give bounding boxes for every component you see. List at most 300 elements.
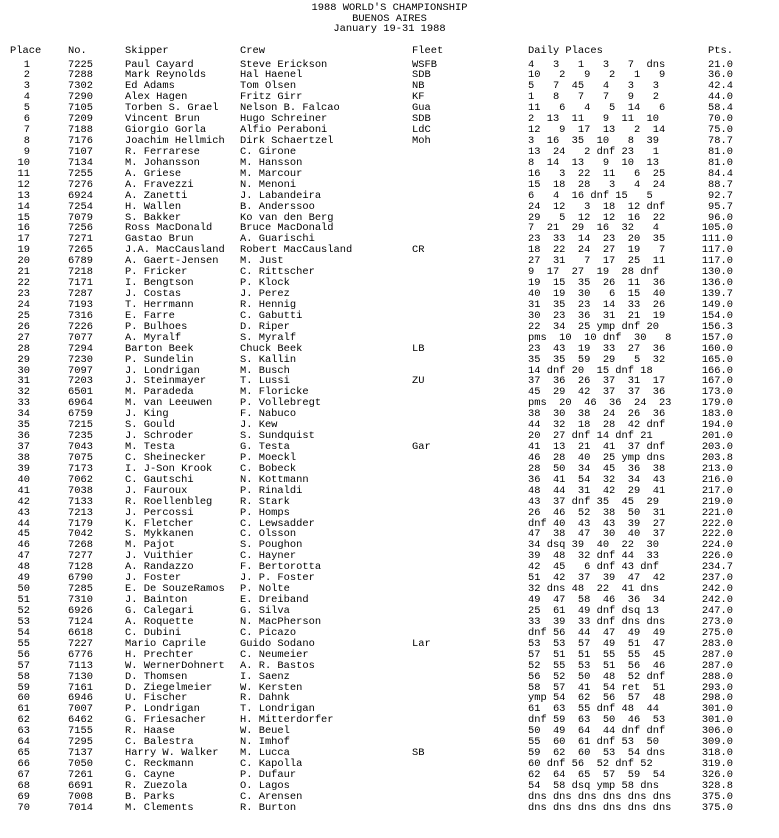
daily-places-cell: 37 36 26 37 31 17: [528, 375, 666, 388]
points-cell: 130.0: [701, 266, 733, 279]
crew-cell: E. Dreiband: [240, 594, 309, 607]
place-cell: 69: [17, 790, 30, 803]
crew-cell: C. Girone: [240, 145, 297, 158]
document-dates: January 19-31 1988: [333, 23, 446, 35]
skipper-cell: H. Prechter: [125, 648, 194, 661]
daily-places-cell: 33 39 33 dnf dns dns: [528, 615, 666, 628]
sail-number-cell: 6946: [68, 692, 93, 705]
daily-places-cell: dnf 56 44 47 49 49: [528, 626, 666, 639]
place-cell: 49: [17, 572, 30, 585]
place-cell: 8: [23, 135, 30, 147]
daily-places-cell: 7 21 29 16 32 4: [528, 222, 659, 235]
daily-places-cell: 62 64 65 57 59 54: [528, 768, 666, 781]
crew-cell: Ko van den Berg: [240, 211, 334, 224]
skipper-cell: P. Londrigan: [125, 703, 200, 716]
points-cell: 105.0: [701, 222, 733, 235]
skipper-cell: D. Thomsen: [125, 670, 188, 683]
sail-number-cell: 7128: [68, 561, 93, 574]
document-title: 1988 WORLD'S CHAMPIONSHIP: [311, 2, 468, 14]
daily-places-cell: dns dns dns dns dns dns: [528, 790, 672, 803]
fleet-cell: KF: [412, 91, 425, 104]
crew-cell: C. Lewsadder: [240, 517, 315, 530]
crew-cell: O. Lagos: [240, 779, 290, 792]
skipper-cell: Gastao Brun: [125, 233, 194, 246]
daily-places-cell: 23 43 19 33 27 36: [528, 342, 666, 355]
skipper-cell: I. J-Son Krook: [125, 462, 213, 475]
crew-cell: M. Busch: [240, 364, 290, 377]
daily-places-cell: 46 28 40 25 ymp dns: [528, 451, 666, 464]
sail-number-cell: 6926: [68, 605, 93, 617]
sail-number-cell: 7256: [68, 222, 93, 235]
skipper-cell: G. Calegari: [125, 605, 194, 617]
skipper-cell: R. Ferrarese: [125, 145, 200, 158]
sail-number-cell: 7137: [68, 747, 93, 760]
crew-cell: C. Neumeier: [240, 648, 309, 661]
daily-places-cell: 54 58 dsq ymp 58 dns: [528, 779, 659, 792]
sail-number-cell: 7277: [68, 550, 93, 563]
points-cell: 78.7: [708, 135, 733, 147]
crew-cell: G. Testa: [240, 441, 290, 454]
place-cell: 19: [17, 244, 30, 257]
sail-number-cell: 7173: [68, 462, 93, 475]
skipper-cell: J. Percossi: [125, 506, 194, 519]
place-cell: 11: [17, 167, 30, 180]
points-cell: 139.7: [701, 288, 733, 301]
sail-number-cell: 7007: [68, 703, 93, 716]
crew-cell: P. Klock: [240, 277, 290, 290]
sail-number-cell: 7062: [68, 473, 93, 486]
crew-cell: Hal Haenel: [240, 69, 303, 82]
skipper-cell: S. Mykkanen: [125, 528, 194, 541]
place-cell: 21: [17, 266, 30, 279]
skipper-cell: K. Fletcher: [125, 517, 194, 530]
daily-places-cell: 16 3 22 11 6 25: [528, 167, 666, 180]
crew-cell: R. Stark: [240, 495, 290, 508]
column-header-skipper: Skipper: [125, 45, 169, 57]
crew-cell: M. Floricke: [240, 386, 309, 399]
points-cell: 21.0: [708, 58, 733, 71]
points-cell: 309.0: [701, 736, 733, 749]
daily-places-cell: 5 7 45 4 3 3: [528, 80, 659, 93]
daily-places-cell: 6 4 16 dnf 15 5: [528, 189, 653, 202]
skipper-cell: Joachim Hellmich: [125, 135, 225, 147]
skipper-cell: S. Gould: [125, 419, 175, 432]
place-cell: 53: [17, 615, 30, 628]
points-cell: 328.8: [701, 779, 733, 792]
points-cell: 173.0: [701, 386, 733, 399]
daily-places-cell: 40 19 30 6 15 40: [528, 288, 666, 301]
crew-cell: C. Olsson: [240, 528, 297, 541]
place-cell: 3: [23, 80, 30, 93]
crew-cell: C. Hayner: [240, 550, 297, 563]
crew-cell: C. Rittscher: [240, 266, 315, 279]
skipper-cell: A. Myralf: [125, 331, 182, 344]
daily-places-cell: 35 35 59 29 5 32: [528, 353, 666, 366]
points-cell: 301.0: [701, 703, 733, 716]
points-cell: 219.0: [701, 495, 733, 508]
daily-places-cell: 10 2 9 2 1 9: [528, 69, 666, 82]
place-cell: 51: [17, 594, 30, 607]
sail-number-cell: 7226: [68, 320, 93, 333]
points-cell: 183.0: [701, 408, 733, 421]
daily-places-cell: 11 6 4 5 14 6: [528, 102, 666, 115]
skipper-cell: A. Roquette: [125, 615, 194, 628]
points-cell: 217.0: [701, 484, 733, 497]
sail-number-cell: 6789: [68, 255, 93, 268]
skipper-cell: J.A. MacCausland: [125, 244, 225, 257]
points-cell: 287.0: [701, 659, 733, 672]
crew-cell: Bruce MacDonald: [240, 222, 334, 235]
points-cell: 242.0: [701, 594, 733, 607]
points-cell: 306.0: [701, 725, 733, 738]
points-cell: 160.0: [701, 342, 733, 355]
daily-places-cell: 44 32 18 28 42 dnf: [528, 419, 666, 432]
daily-places-cell: 56 52 50 48 52 dnf: [528, 670, 666, 683]
points-cell: 283.0: [701, 637, 733, 650]
sail-number-cell: 7014: [68, 801, 93, 814]
crew-cell: N. Menoni: [240, 178, 297, 191]
points-cell: 96.0: [708, 211, 733, 224]
sail-number-cell: 7113: [68, 659, 93, 672]
crew-cell: I. Saenz: [240, 670, 290, 683]
fleet-cell: SB: [412, 747, 425, 760]
skipper-cell: Barton Beek: [125, 342, 194, 355]
daily-places-cell: 61 63 55 dnf 48 44: [528, 703, 659, 716]
points-cell: 117.0: [701, 255, 733, 268]
place-cell: 50: [17, 583, 30, 596]
points-cell: 375.0: [701, 801, 733, 814]
crew-cell: T. Londrigan: [240, 703, 315, 716]
place-cell: 24: [17, 298, 30, 311]
points-cell: 58.4: [708, 102, 733, 115]
place-cell: 29: [17, 353, 30, 366]
crew-cell: J. P. Foster: [240, 572, 315, 585]
points-cell: 149.0: [701, 298, 733, 311]
sail-number-cell: 6790: [68, 572, 93, 585]
crew-cell: Steve Erickson: [240, 58, 328, 71]
crew-cell: Nelson B. Falcao: [240, 102, 340, 115]
skipper-cell: A. Randazzo: [125, 561, 194, 574]
sail-number-cell: 7310: [68, 594, 93, 607]
skipper-cell: Mark Reynolds: [125, 69, 207, 82]
crew-cell: A. R. Bastos: [240, 659, 315, 672]
daily-places-cell: pms 10 10 dnf 30 8: [528, 331, 672, 344]
fleet-cell: ZU: [412, 375, 425, 388]
place-cell: 38: [17, 451, 30, 464]
skipper-cell: G. Friesacher: [125, 714, 207, 727]
column-header-fleet: Fleet: [412, 45, 444, 57]
points-cell: 298.0: [701, 692, 733, 705]
sail-number-cell: 7215: [68, 419, 93, 432]
skipper-cell: J. Costas: [125, 288, 182, 301]
sail-number-cell: 6501: [68, 386, 93, 399]
points-cell: 203.8: [701, 451, 733, 464]
place-cell: 25: [17, 309, 30, 322]
place-cell: 35: [17, 419, 30, 432]
crew-cell: P. Vollebregt: [240, 397, 322, 410]
points-cell: 224.0: [701, 539, 733, 552]
daily-places-cell: 13 24 2 dnf 23 1: [528, 145, 659, 158]
daily-places-cell: 39 48 32 dnf 44 33: [528, 550, 659, 563]
skipper-cell: R. Zuezola: [125, 779, 188, 792]
points-cell: 275.0: [701, 626, 733, 639]
skipper-cell: J. Schroder: [125, 430, 194, 443]
crew-cell: P. Homps: [240, 506, 290, 519]
place-cell: 34: [17, 408, 30, 421]
daily-places-cell: 60 dnf 56 52 dnf 52: [528, 758, 653, 771]
sail-number-cell: 6462: [68, 714, 93, 727]
skipper-cell: Mario Caprile: [125, 637, 207, 650]
skipper-cell: A. Fravezzi: [125, 178, 194, 191]
daily-places-cell: 24 12 3 18 12 dnf: [528, 200, 666, 213]
sail-number-cell: 7155: [68, 725, 93, 738]
daily-places-cell: 8 14 13 9 10 13: [528, 156, 659, 169]
points-cell: 157.0: [701, 331, 733, 344]
crew-cell: N. MacPherson: [240, 615, 322, 628]
crew-cell: M. Just: [240, 255, 284, 268]
points-cell: 179.0: [701, 397, 733, 410]
sail-number-cell: 7079: [68, 211, 93, 224]
sail-number-cell: 7209: [68, 113, 93, 126]
sail-number-cell: 7179: [68, 517, 93, 530]
daily-places-cell: 58 57 41 54 ret 51: [528, 681, 666, 694]
daily-places-cell: 20 27 dnf 14 dnf 21: [528, 430, 653, 443]
skipper-cell: Paul Cayard: [125, 58, 194, 71]
place-cell: 33: [17, 397, 30, 410]
crew-cell: P. Moeckl: [240, 451, 297, 464]
sail-number-cell: 6691: [68, 779, 93, 792]
points-cell: 293.0: [701, 681, 733, 694]
points-cell: 165.0: [701, 353, 733, 366]
skipper-cell: Alex Hagen: [125, 91, 188, 104]
sail-number-cell: 7235: [68, 430, 93, 443]
sail-number-cell: 7302: [68, 80, 93, 93]
skipper-cell: M. Paradeda: [125, 386, 194, 399]
skipper-cell: J. Fauroux: [125, 484, 188, 497]
column-header-place: Place: [10, 45, 42, 57]
place-cell: 68: [17, 779, 30, 792]
crew-cell: F. Nabuco: [240, 408, 297, 421]
place-cell: 39: [17, 462, 30, 475]
place-cell: 59: [17, 681, 30, 694]
place-cell: 30: [17, 364, 30, 377]
points-cell: 234.7: [701, 561, 733, 574]
place-cell: 37: [17, 441, 30, 454]
points-cell: 36.0: [708, 69, 733, 82]
sail-number-cell: 7276: [68, 178, 93, 191]
crew-cell: S. Poughon: [240, 539, 303, 552]
column-header-points: Pts.: [708, 45, 733, 57]
crew-cell: J. Labandeira: [240, 189, 322, 202]
daily-places-cell: ymp 54 62 56 57 48: [528, 692, 666, 705]
skipper-cell: U. Fischer: [125, 692, 188, 705]
place-cell: 60: [17, 692, 30, 705]
sail-number-cell: 7295: [68, 736, 93, 749]
place-cell: 9: [23, 145, 30, 158]
crew-cell: C. Arensen: [240, 790, 303, 803]
daily-places-cell: 23 33 14 23 20 35: [528, 233, 666, 246]
fleet-cell: LdC: [412, 124, 431, 137]
crew-cell: N. Kottmann: [240, 473, 309, 486]
points-cell: 154.0: [701, 309, 733, 322]
crew-cell: N. Imhof: [240, 736, 290, 749]
points-cell: 95.7: [708, 200, 733, 213]
points-cell: 84.4: [708, 167, 733, 180]
points-cell: 242.0: [701, 583, 733, 596]
sail-number-cell: 7254: [68, 200, 93, 213]
daily-places-cell: 22 34 25 ymp dnf 20: [528, 320, 659, 333]
points-cell: 237.0: [701, 572, 733, 585]
sail-number-cell: 7107: [68, 145, 93, 158]
daily-places-cell: 52 55 53 51 56 46: [528, 659, 666, 672]
daily-places-cell: 43 37 dnf 35 45 29: [528, 495, 659, 508]
place-cell: 14: [17, 200, 30, 213]
skipper-cell: M. Clements: [125, 801, 194, 814]
daily-places-cell: 55 60 61 dnf 53 50: [528, 736, 659, 749]
sail-number-cell: 7265: [68, 244, 93, 257]
crew-cell: S. Sundquist: [240, 430, 315, 443]
sail-number-cell: 7134: [68, 156, 93, 169]
sail-number-cell: 7288: [68, 69, 93, 82]
place-cell: 66: [17, 758, 30, 771]
fleet-cell: Gua: [412, 102, 431, 115]
crew-cell: P. Rinaldi: [240, 484, 303, 497]
place-cell: 40: [17, 473, 30, 486]
skipper-cell: M. Testa: [125, 441, 175, 454]
place-cell: 2: [23, 69, 30, 82]
crew-cell: Hugo Schreiner: [240, 113, 328, 126]
points-cell: 213.0: [701, 462, 733, 475]
sail-number-cell: 7188: [68, 124, 93, 137]
points-cell: 88.7: [708, 178, 733, 191]
skipper-cell: J. Foster: [125, 572, 182, 585]
crew-cell: W. Kersten: [240, 681, 303, 694]
place-cell: 5: [23, 102, 30, 115]
place-cell: 46: [17, 539, 30, 552]
place-cell: 1: [23, 58, 30, 71]
skipper-cell: M. Pajot: [125, 539, 175, 552]
crew-cell: C. Picazo: [240, 626, 297, 639]
place-cell: 70: [17, 801, 30, 814]
place-cell: 20: [17, 255, 30, 268]
crew-cell: D. Riper: [240, 320, 290, 333]
skipper-cell: P. Fricker: [125, 266, 188, 279]
place-cell: 48: [17, 561, 30, 574]
points-cell: 92.7: [708, 189, 733, 202]
skipper-cell: P. Bulhoes: [125, 320, 188, 333]
points-cell: 81.0: [708, 145, 733, 158]
place-cell: 42: [17, 495, 30, 508]
crew-cell: Fritz Girr: [240, 91, 303, 104]
place-cell: 58: [17, 670, 30, 683]
points-cell: 81.0: [708, 156, 733, 169]
place-cell: 65: [17, 747, 30, 760]
skipper-cell: M. Johansson: [125, 156, 200, 169]
fleet-cell: SDB: [412, 113, 431, 126]
sail-number-cell: 7287: [68, 288, 93, 301]
skipper-cell: E. Farre: [125, 309, 175, 322]
daily-places-cell: dnf 59 63 50 46 53: [528, 714, 666, 727]
daily-places-cell: 28 50 34 45 36 38: [528, 462, 666, 475]
points-cell: 273.0: [701, 615, 733, 628]
points-cell: 203.0: [701, 441, 733, 454]
crew-cell: M. Marcour: [240, 167, 303, 180]
place-cell: 55: [17, 637, 30, 650]
points-cell: 136.0: [701, 277, 733, 290]
points-cell: 70.0: [708, 113, 733, 126]
sail-number-cell: 7230: [68, 353, 93, 366]
sail-number-cell: 7161: [68, 681, 93, 694]
daily-places-cell: 2 13 11 9 11 10: [528, 113, 659, 126]
sail-number-cell: 7285: [68, 583, 93, 596]
place-cell: 36: [17, 430, 30, 443]
skipper-cell: D. Ziegelmeier: [125, 681, 213, 694]
points-cell: 42.4: [708, 80, 733, 93]
daily-places-cell: 38 30 38 24 26 36: [528, 408, 666, 421]
points-cell: 117.0: [701, 244, 733, 257]
sail-number-cell: 7008: [68, 790, 93, 803]
daily-places-cell: 51 42 37 39 47 42: [528, 572, 666, 585]
daily-places-cell: 53 53 57 49 51 47: [528, 637, 666, 650]
skipper-cell: Vincent Brun: [125, 113, 200, 126]
points-cell: 288.0: [701, 670, 733, 683]
place-cell: 52: [17, 605, 30, 617]
sail-number-cell: 7227: [68, 637, 93, 650]
place-cell: 54: [17, 626, 30, 639]
points-cell: 194.0: [701, 419, 733, 432]
place-cell: 43: [17, 506, 30, 519]
daily-places-cell: dnf 40 43 43 39 27: [528, 517, 666, 530]
skipper-cell: C. Reckmann: [125, 758, 194, 771]
skipper-cell: E. De SouzeRamos: [125, 583, 225, 596]
daily-places-cell: 1 8 7 7 9 2: [528, 91, 659, 104]
skipper-cell: G. Cayne: [125, 768, 175, 781]
skipper-cell: J. Steinmayer: [125, 375, 207, 388]
fleet-cell: NB: [412, 80, 425, 93]
points-cell: 247.0: [701, 605, 733, 617]
crew-cell: M. Hansson: [240, 156, 303, 169]
crew-cell: A. Guarischi: [240, 233, 315, 246]
daily-places-cell: 36 41 54 32 34 43: [528, 473, 666, 486]
sail-number-cell: 7105: [68, 102, 93, 115]
daily-places-cell: 42 45 6 dnf 43 dnf: [528, 561, 659, 574]
skipper-cell: C. Gautschi: [125, 473, 194, 486]
skipper-cell: A. Zanetti: [125, 189, 188, 202]
place-cell: 32: [17, 386, 30, 399]
daily-places-cell: 57 51 51 55 55 45: [528, 648, 666, 661]
skipper-cell: A. Griese: [125, 167, 182, 180]
crew-cell: P. Nolte: [240, 583, 290, 596]
place-cell: 61: [17, 703, 30, 716]
place-cell: 6: [23, 113, 30, 126]
crew-cell: F. Bertorotta: [240, 561, 322, 574]
points-cell: 216.0: [701, 473, 733, 486]
points-cell: 222.0: [701, 528, 733, 541]
place-cell: 45: [17, 528, 30, 541]
daily-places-cell: 59 62 60 53 54 dns: [528, 747, 666, 760]
crew-cell: Guido Sodano: [240, 637, 315, 650]
place-cell: 67: [17, 768, 30, 781]
skipper-cell: Torben S. Grael: [125, 102, 219, 115]
sail-number-cell: 7261: [68, 768, 93, 781]
column-header-no: No.: [68, 45, 87, 57]
sail-number-cell: 7316: [68, 309, 93, 322]
skipper-cell: Ross MacDonald: [125, 222, 213, 235]
sail-number-cell: 7294: [68, 342, 93, 355]
sail-number-cell: 7218: [68, 266, 93, 279]
sail-number-cell: 7038: [68, 484, 93, 497]
crew-cell: Dirk Schaertzel: [240, 135, 334, 147]
